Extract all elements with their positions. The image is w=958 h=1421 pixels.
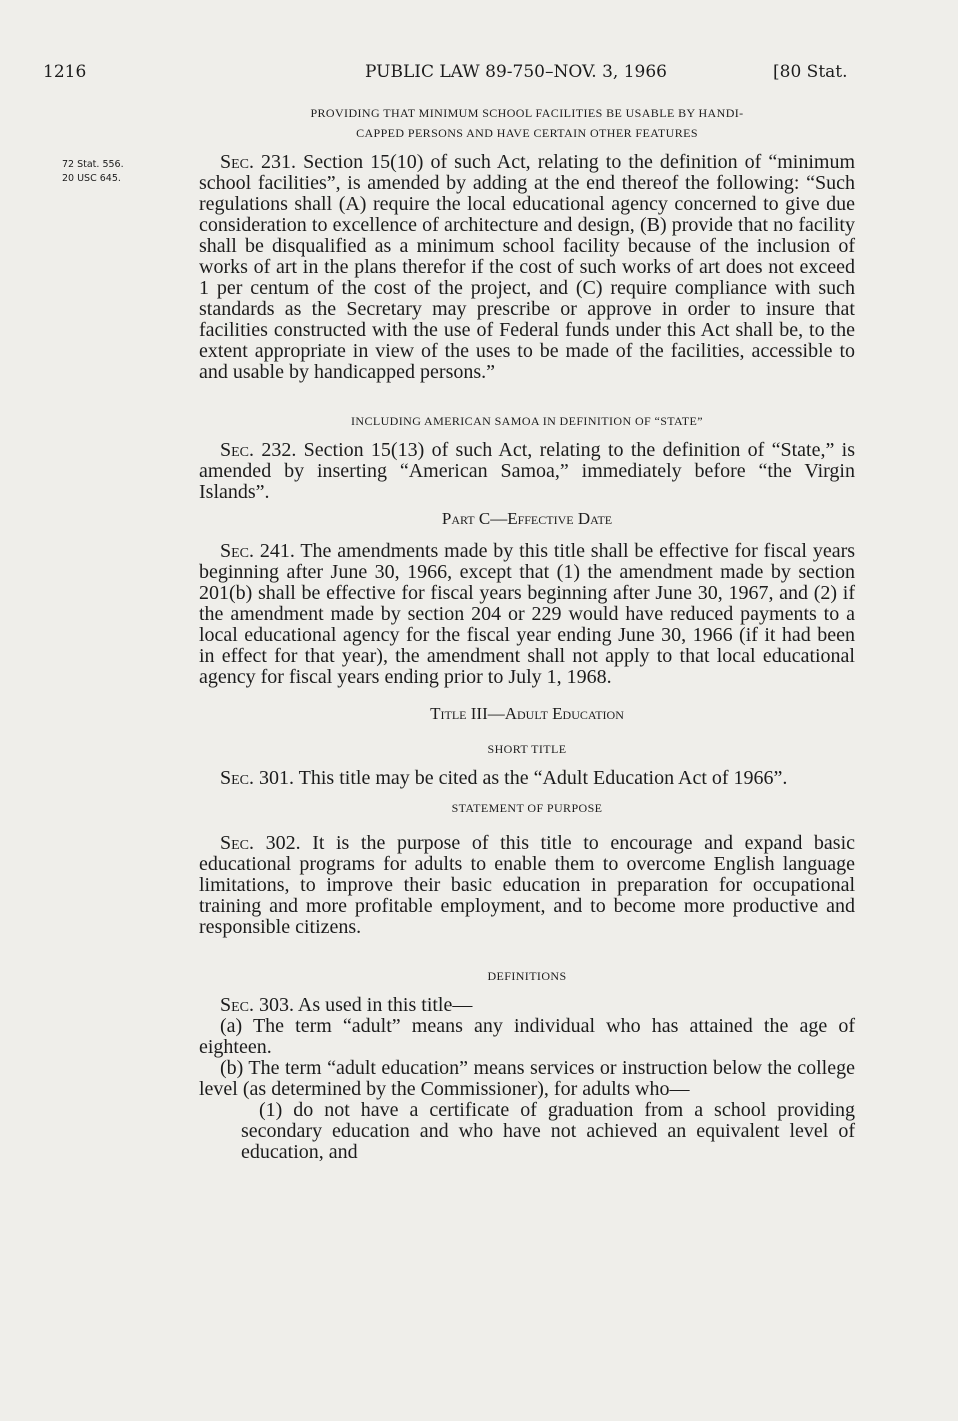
section-label: Sec. 231.: [220, 151, 297, 173]
definition-a: (a) The term “adult” means any individual who has attained the age of eighteen.: [199, 1015, 855, 1058]
section-label: Sec. 303.: [220, 994, 295, 1016]
section-label: Sec. 232.: [220, 439, 297, 461]
section-heading-302: STATEMENT OF PURPOSE: [451, 801, 603, 815]
definition-b: (b) The term “adult education” means services or instruction below the college level (as determined by the Commissioner), for adults who—: [199, 1057, 855, 1100]
section-232: [199, 440, 855, 503]
section-label: Sec. 241.: [220, 540, 295, 562]
section-label: Sec. 302.: [220, 832, 301, 854]
section-text: Section 15(10) of such Act, relating to the definition of “minimum school facilities”, is amended by adding at the end thereof the following: “Such regulations shall (A) require the local educational agency concerned to give due consideration to excellence of architecture and design, (B) provide that no facility shall be disqualified as a minimum school facility because of the inclusion of works of art in the plans therefor if the cost of such works of art does not exceed 1 per centum of the cost of the project, and (C) require compliance with such standards as the Secretary may prescribe or approve in order to insure that facilities constructed with the use of Federal funds under this Act shall be, to the extent appropriate in view of the uses to be made of the facilities, accessible to and usable by handicapped persons.”: [199, 151, 856, 383]
statute-reference: [80 Stat.: [773, 62, 848, 82]
running-title: PUBLIC LAW 89-750–NOV. 3, 1966: [365, 62, 667, 82]
section-heading-231: [199, 103, 855, 143]
part-heading: [199, 508, 855, 529]
section-302: [199, 833, 855, 938]
definition-b-1: (1) do not have a certificate of graduation from a school providing secondary education and who have not achieved an equivalent level of education, and: [241, 1099, 855, 1163]
document-body: [199, 103, 855, 1163]
section-text: The amendments made by this title shall be effective for fiscal years beginning after June 30, 1966, except that (1) the amendment made by section 201(b) shall be effective for fiscal years beginning after June 30, 1967, and (2) if the amendment made by section 204 or 229 would have reduced payments to a local educational agency for the fiscal year ending June 30, 1966 (if it had been in effect for that year), the amendment shall not apply to that local educational agency for fiscal years ending prior to July 1, 1968.: [199, 540, 856, 688]
section-heading-303: DEFINITIONS: [487, 969, 567, 983]
section-heading-301: SHORT TITLE: [487, 742, 567, 756]
section-301: [199, 768, 855, 789]
margin-citation-stat: 72 Stat. 556.: [62, 159, 124, 170]
page-number: 1216: [43, 62, 87, 82]
section-303: [199, 995, 855, 1016]
page-header: [0, 62, 958, 88]
section-241: [199, 541, 855, 688]
margin-citation: [62, 158, 124, 186]
part-heading-text: Part C—Effective Date: [441, 509, 613, 528]
section-text: As used in this title—: [297, 994, 473, 1016]
section-heading-231-line1: PROVIDING THAT MINIMUM SCHOOL FACILITIES BE USABLE BY HANDI-: [310, 106, 744, 120]
section-text: This title may be cited as the “Adult Education Act of 1966”.: [298, 767, 788, 789]
section-text: Section 15(13) of such Act, relating to the definition of “State,” is amended by inserting “American Samoa,” immediately before “the Virgin Islands”.: [199, 439, 855, 503]
section-heading-231-line2: CAPPED PERSONS AND HAVE CERTAIN OTHER FEATURES: [356, 126, 698, 140]
section-text: It is the purpose of this title to encourage and expand basic educational programs for adults to enable them to overcome English language limitations, to improve their basic education in preparation for occupational training and more profitable employment, and to become more productive and responsible citizens.: [199, 832, 856, 938]
section-heading-232: INCLUDING AMERICAN SAMOA IN DEFINITION OF “STATE”: [351, 414, 703, 428]
section-231: [199, 152, 855, 383]
section-label: Sec. 301.: [220, 767, 295, 789]
title-heading-text: Title III—Adult Education: [430, 704, 624, 723]
title-heading: [199, 703, 855, 724]
margin-citation-usc: 20 USC 645.: [62, 173, 121, 184]
